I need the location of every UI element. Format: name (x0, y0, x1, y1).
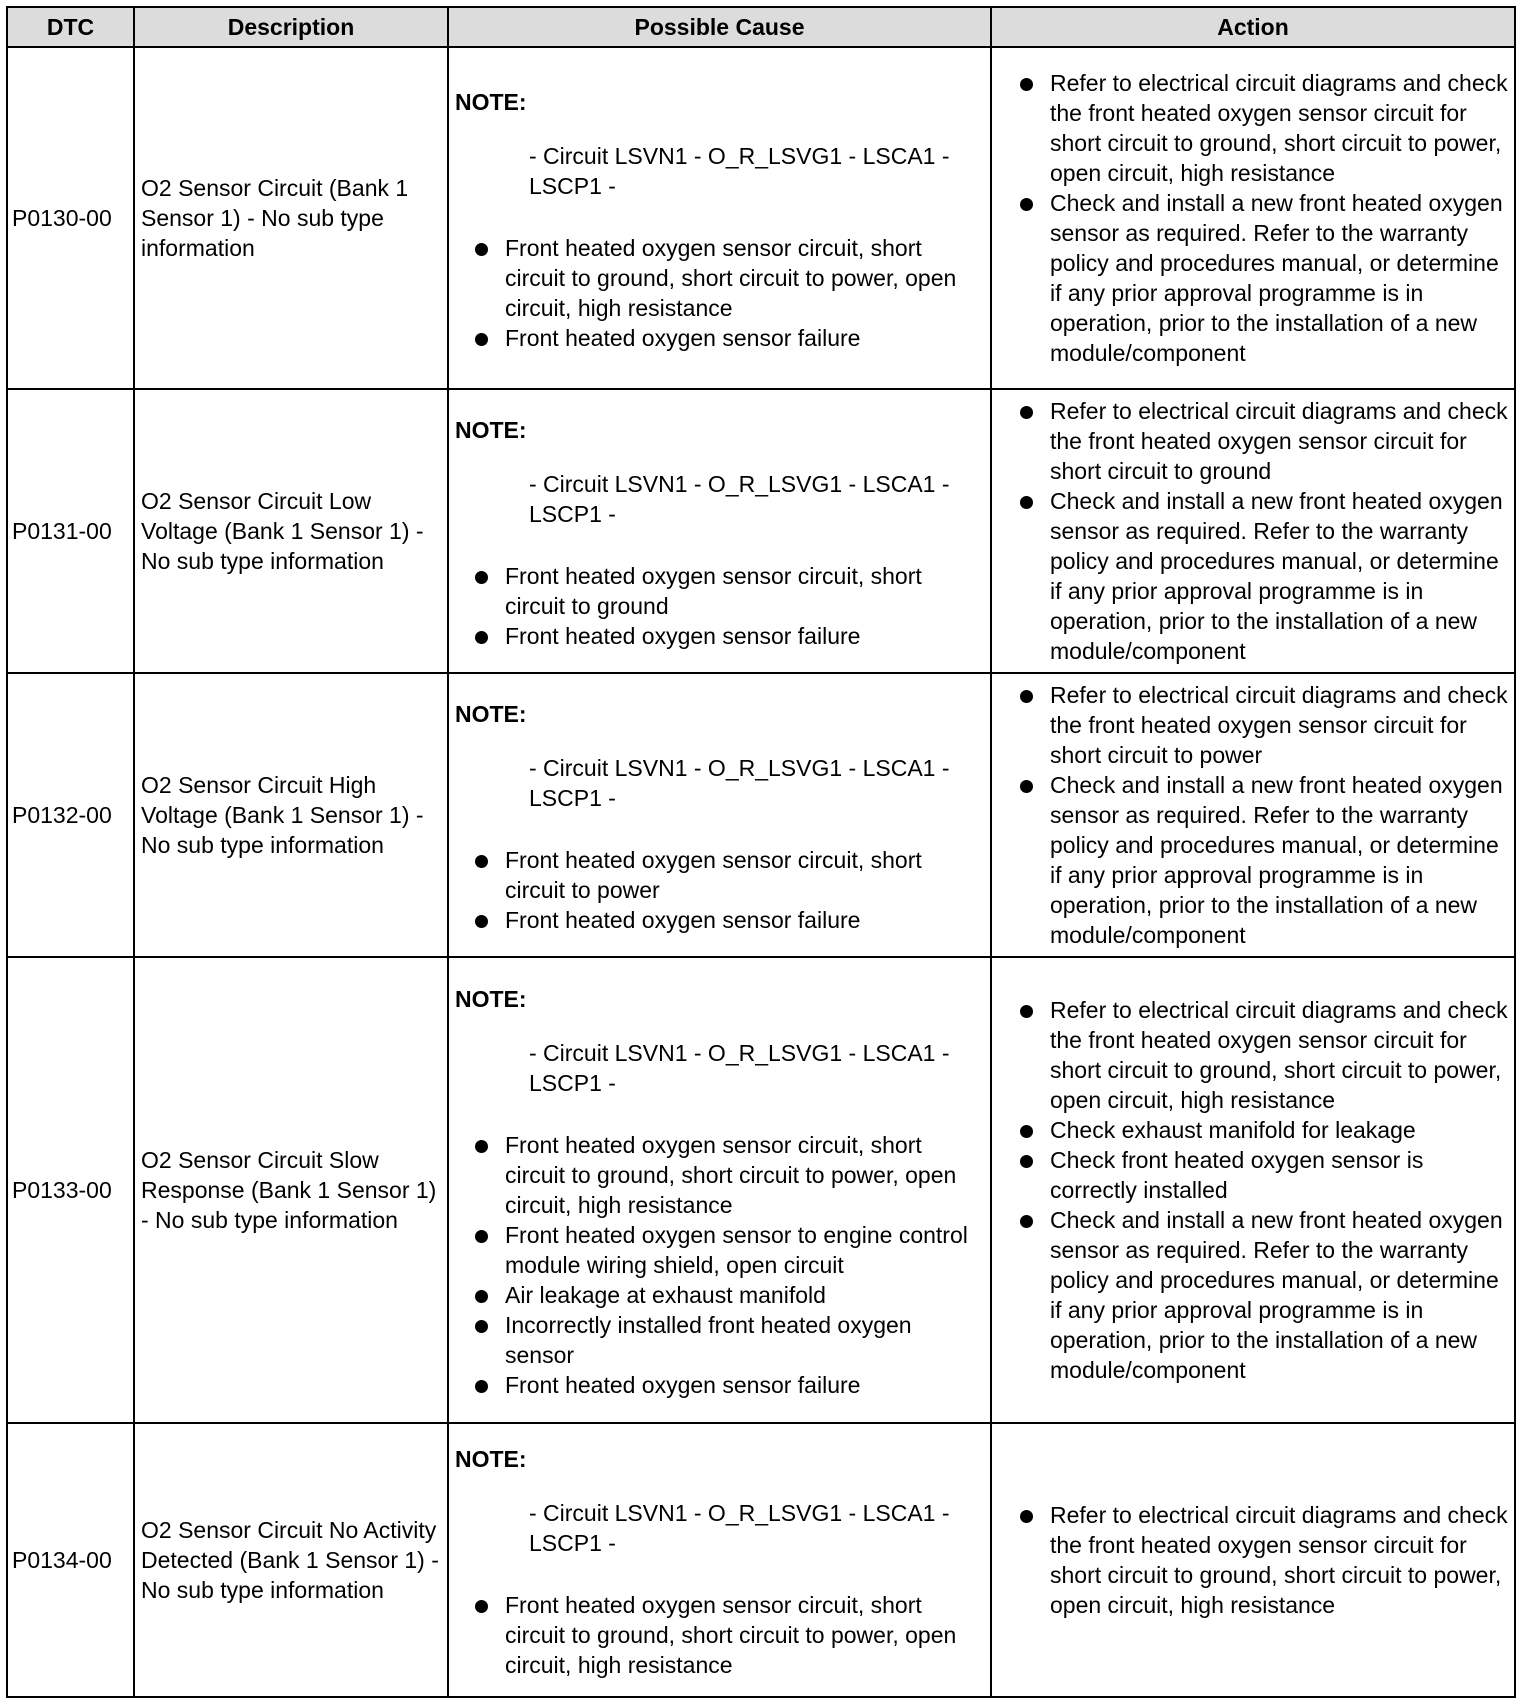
dtc-code: P0132-00 (7, 673, 134, 957)
dtc-description: O2 Sensor Circuit High Voltage (Bank 1 Sensor 1) - No sub type information (134, 673, 448, 957)
cause-item (455, 233, 984, 323)
bullet-icon (475, 1320, 488, 1333)
header-action: Action (991, 7, 1515, 47)
action-list (998, 995, 1508, 1385)
bullet-icon (475, 631, 488, 644)
bullet-icon (475, 1140, 488, 1153)
action-text: Check and install a new front heated oxygen sensor as required. Refer to the warranty policy and procedures manual, or determine if any prior approval programme is in operation, prior to the installation of a new module/component (1050, 190, 1503, 366)
action-item (998, 1115, 1508, 1145)
possible-cause-cell (448, 47, 991, 389)
cause-item (455, 1310, 984, 1370)
cause-text: Front heated oxygen sensor circuit, short circuit to ground (505, 563, 922, 619)
header-dtc: DTC (7, 7, 134, 47)
table-row (7, 47, 1515, 389)
cause-item (455, 1590, 984, 1680)
dtc-code: P0130-00 (7, 47, 134, 389)
action-text: Refer to electrical circuit diagrams and check the front heated oxygen sensor circuit for short circuit to ground, short circuit to power, open circuit, high resistance (1050, 997, 1508, 1113)
action-item (998, 1205, 1508, 1385)
cause-item (455, 621, 984, 651)
bullet-icon (1020, 1510, 1033, 1523)
action-item (998, 770, 1508, 950)
dtc-description: O2 Sensor Circuit No Activity Detected (Bank 1 Sensor 1) - No sub type information (134, 1423, 448, 1697)
bullet-icon (475, 333, 488, 346)
action-item (998, 995, 1508, 1115)
cause-list (455, 561, 984, 651)
dtc-table (6, 6, 1516, 1698)
dtc-description: O2 Sensor Circuit Low Voltage (Bank 1 Sensor 1) - No sub type information (134, 389, 448, 673)
bullet-icon (1020, 406, 1033, 419)
action-item (998, 396, 1508, 486)
note-text: - Circuit LSVN1 - O_R_LSVG1 - LSCA1 - LSCP1 - (529, 143, 950, 199)
cause-item (455, 1130, 984, 1220)
cause-text: Front heated oxygen sensor circuit, short circuit to ground, short circuit to power, open circuit, high resistance (505, 1592, 957, 1678)
action-list (998, 1500, 1508, 1620)
cause-item (455, 323, 984, 353)
dtc-code: P0134-00 (7, 1423, 134, 1697)
note-text: - Circuit LSVN1 - O_R_LSVG1 - LSCA1 - LSCP1 - (529, 755, 950, 811)
cause-item (455, 1370, 984, 1400)
cause-item (455, 561, 984, 621)
action-text: Check and install a new front heated oxygen sensor as required. Refer to the warranty policy and procedures manual, or determine if any prior approval programme is in operation, prior to the installation of a new module/component (1050, 1207, 1503, 1383)
action-text: Refer to electrical circuit diagrams and check the front heated oxygen sensor circuit for short circuit to ground (1050, 398, 1508, 484)
action-cell (991, 389, 1515, 673)
header-possible-cause: Possible Cause (448, 7, 991, 47)
bullet-icon (475, 1600, 488, 1613)
cause-text: Front heated oxygen sensor failure (505, 907, 861, 933)
action-item (998, 1500, 1508, 1620)
action-text: Refer to electrical circuit diagrams and check the front heated oxygen sensor circuit for short circuit to ground, short circuit to power, open circuit, high resistance (1050, 1502, 1508, 1618)
note-label: NOTE: (455, 417, 527, 443)
cause-text: Front heated oxygen sensor circuit, short circuit to ground, short circuit to power, open circuit, high resistance (505, 1132, 957, 1218)
cause-list (455, 845, 984, 935)
cause-text: Incorrectly installed front heated oxygen sensor (505, 1312, 912, 1368)
bullet-icon (475, 1230, 488, 1243)
note-label: NOTE: (455, 89, 527, 115)
note-text: - Circuit LSVN1 - O_R_LSVG1 - LSCA1 - LSCP1 - (529, 1040, 950, 1096)
cause-item (455, 905, 984, 935)
cause-text: Front heated oxygen sensor failure (505, 623, 861, 649)
action-text: Refer to electrical circuit diagrams and check the front heated oxygen sensor circuit for short circuit to ground, short circuit to power, open circuit, high resistance (1050, 70, 1508, 186)
action-text: Check front heated oxygen sensor is correctly installed (1050, 1147, 1424, 1203)
action-cell (991, 1423, 1515, 1697)
cause-item (455, 845, 984, 905)
dtc-description: O2 Sensor Circuit (Bank 1 Sensor 1) - No sub type information (134, 47, 448, 389)
action-list (998, 396, 1508, 666)
action-text: Check and install a new front heated oxygen sensor as required. Refer to the warranty policy and procedures manual, or determine if any prior approval programme is in operation, prior to the installation of a new module/component (1050, 772, 1503, 948)
action-list (998, 680, 1508, 950)
bullet-icon (475, 571, 488, 584)
note-text: - Circuit LSVN1 - O_R_LSVG1 - LSCA1 - LSCP1 - (529, 471, 950, 527)
dtc-code: P0131-00 (7, 389, 134, 673)
bullet-icon (1020, 1125, 1033, 1138)
note-label: NOTE: (455, 1446, 527, 1472)
possible-cause-cell (448, 673, 991, 957)
bullet-icon (1020, 1215, 1033, 1228)
header-row (7, 7, 1515, 47)
action-item (998, 1145, 1508, 1205)
possible-cause-cell (448, 957, 991, 1423)
cause-text: Front heated oxygen sensor circuit, short circuit to ground, short circuit to power, open circuit, high resistance (505, 235, 957, 321)
bullet-icon (1020, 496, 1033, 509)
cause-text: Front heated oxygen sensor circuit, short circuit to power (505, 847, 922, 903)
dtc-description: O2 Sensor Circuit Slow Response (Bank 1 Sensor 1) - No sub type information (134, 957, 448, 1423)
dtc-code: P0133-00 (7, 957, 134, 1423)
action-cell (991, 47, 1515, 389)
cause-list (455, 1590, 984, 1680)
cause-text: Air leakage at exhaust manifold (505, 1282, 826, 1308)
cause-text: Front heated oxygen sensor failure (505, 325, 861, 351)
table-row (7, 1423, 1515, 1697)
action-item (998, 680, 1508, 770)
action-item (998, 188, 1508, 368)
bullet-icon (1020, 1155, 1033, 1168)
bullet-icon (1020, 78, 1033, 91)
action-item (998, 486, 1508, 666)
possible-cause-cell (448, 1423, 991, 1697)
bullet-icon (475, 243, 488, 256)
cause-list (455, 1130, 984, 1400)
action-text: Check exhaust manifold for leakage (1050, 1117, 1416, 1143)
cause-list (455, 233, 984, 353)
note-label: NOTE: (455, 986, 527, 1012)
action-cell (991, 673, 1515, 957)
action-text: Refer to electrical circuit diagrams and check the front heated oxygen sensor circuit for short circuit to power (1050, 682, 1508, 768)
cause-text: Front heated oxygen sensor to engine control module wiring shield, open circuit (505, 1222, 968, 1278)
note-text: - Circuit LSVN1 - O_R_LSVG1 - LSCA1 - LSCP1 - (529, 1500, 950, 1556)
bullet-icon (475, 1380, 488, 1393)
note-label: NOTE: (455, 701, 527, 727)
table-row (7, 673, 1515, 957)
table-row (7, 957, 1515, 1423)
bullet-icon (1020, 198, 1033, 211)
cause-text: Front heated oxygen sensor failure (505, 1372, 861, 1398)
table-row (7, 389, 1515, 673)
action-list (998, 68, 1508, 368)
bullet-icon (475, 1290, 488, 1303)
action-text: Check and install a new front heated oxygen sensor as required. Refer to the warranty policy and procedures manual, or determine if any prior approval programme is in operation, prior to the installation of a new module/component (1050, 488, 1503, 664)
cause-item (455, 1220, 984, 1280)
bullet-icon (1020, 1005, 1033, 1018)
bullet-icon (1020, 690, 1033, 703)
cause-item (455, 1280, 984, 1310)
bullet-icon (475, 855, 488, 868)
header-description: Description (134, 7, 448, 47)
bullet-icon (475, 915, 488, 928)
action-cell (991, 957, 1515, 1423)
action-item (998, 68, 1508, 188)
possible-cause-cell (448, 389, 991, 673)
bullet-icon (1020, 780, 1033, 793)
